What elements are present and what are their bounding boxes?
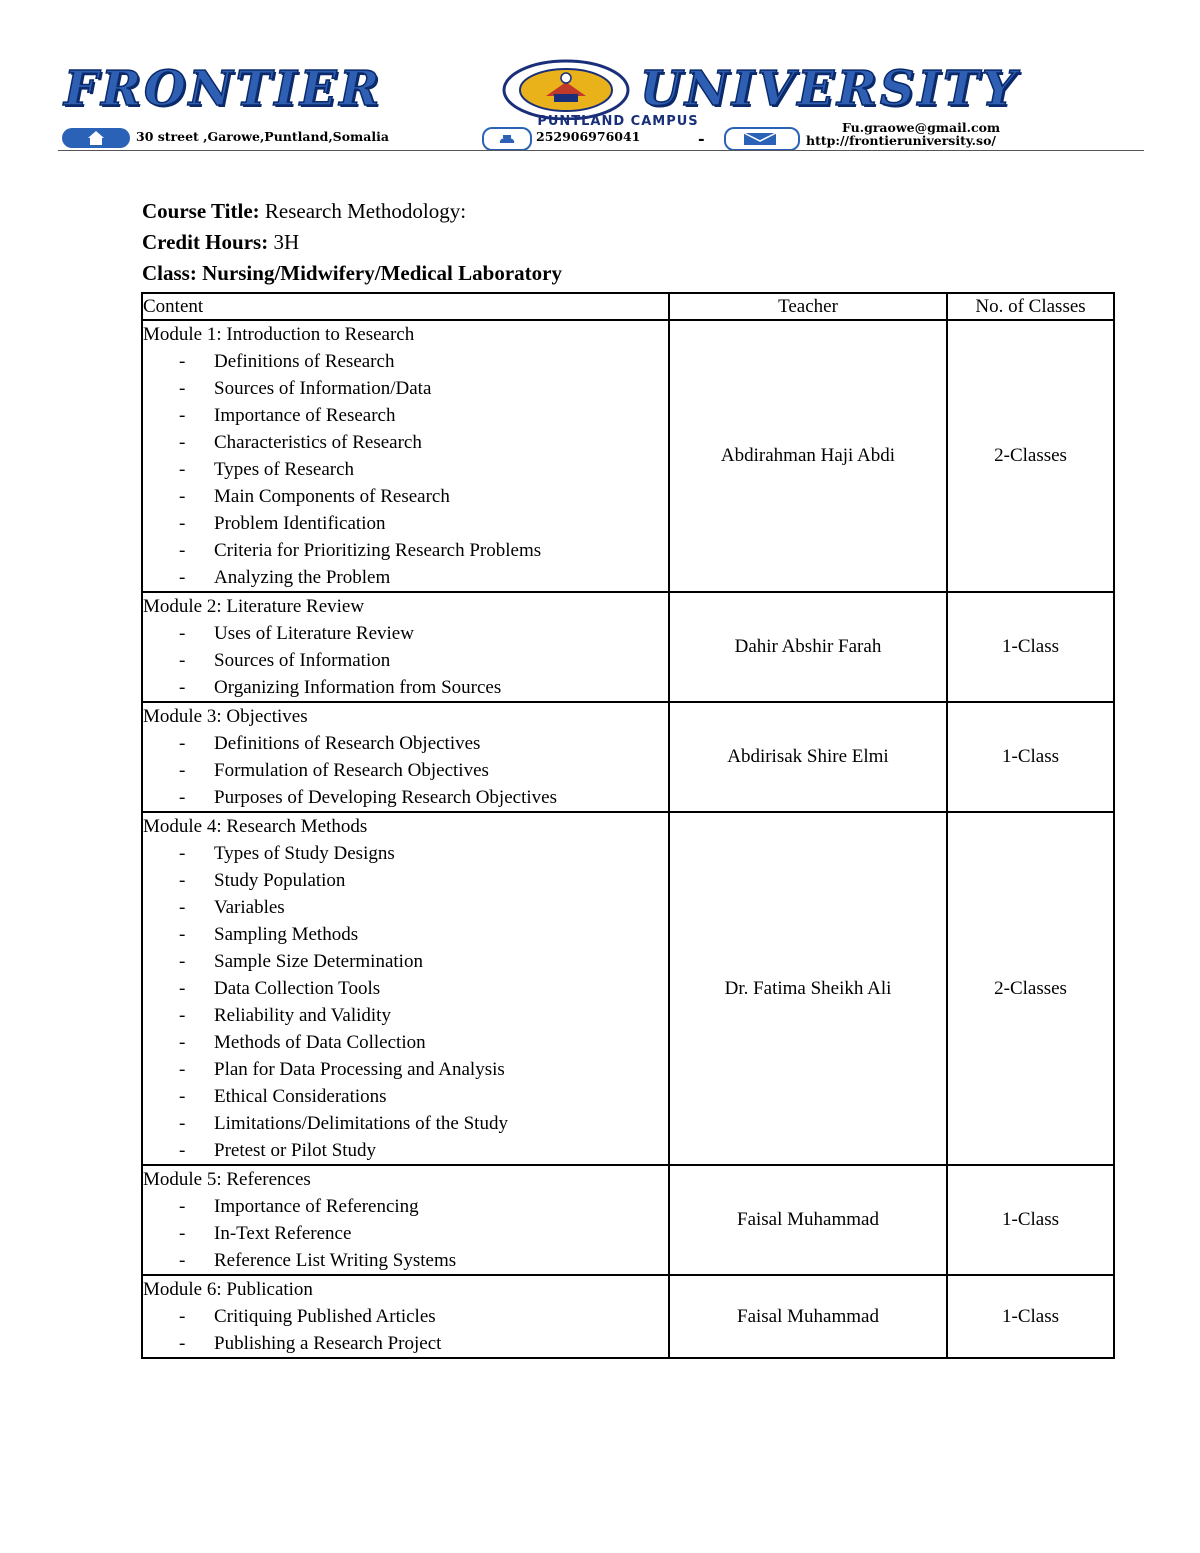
list-item xyxy=(143,921,668,948)
bullet-dash: - xyxy=(179,1113,186,1134)
bullet-dash: - xyxy=(179,951,186,972)
list-item xyxy=(143,1303,668,1330)
list-item xyxy=(143,867,668,894)
bullet-dash: - xyxy=(179,787,186,808)
list-item xyxy=(143,1137,668,1164)
bullet-dash: - xyxy=(179,897,186,918)
module-content-cell xyxy=(142,1275,669,1358)
list-item xyxy=(143,1029,668,1056)
mail-icon xyxy=(724,127,800,151)
list-item xyxy=(143,674,668,701)
phone-icon xyxy=(482,127,532,151)
bullet-dash: - xyxy=(179,623,186,644)
topic-text: Definitions of Research Objectives xyxy=(214,733,481,754)
table-row xyxy=(142,702,1114,812)
bullet-dash: - xyxy=(179,1032,186,1053)
university-seal-logo xyxy=(498,56,634,120)
topic-text: Data Collection Tools xyxy=(214,978,381,999)
list-item xyxy=(143,1056,668,1083)
syllabus-table xyxy=(141,292,1115,1359)
email-text: Fu.graowe@gmail.com xyxy=(842,120,1001,135)
topic-text: Limitations/Delimitations of the Study xyxy=(214,1113,508,1134)
topic-list xyxy=(143,730,668,811)
list-item xyxy=(143,456,668,483)
topic-text: Reference List Writing Systems xyxy=(214,1250,457,1271)
topic-text: Criteria for Prioritizing Research Problems xyxy=(214,540,542,561)
campus-name: PUNTLAND CAMPUS xyxy=(537,114,699,129)
teacher-cell: Abdirisak Shire Elmi xyxy=(669,702,947,812)
contact-separator: - xyxy=(698,129,705,148)
bullet-dash: - xyxy=(179,1250,186,1271)
topic-list xyxy=(143,620,668,701)
list-item xyxy=(143,1110,668,1137)
topic-text: In-Text Reference xyxy=(214,1223,352,1244)
course-title-line xyxy=(142,196,942,227)
letterhead-divider xyxy=(58,150,1144,151)
bullet-dash: - xyxy=(179,432,186,453)
bullet-dash: - xyxy=(179,733,186,754)
module-content-cell xyxy=(142,320,669,592)
classes-cell: 2-Classes xyxy=(947,812,1114,1165)
module-content-cell xyxy=(142,702,669,812)
topic-text: Analyzing the Problem xyxy=(214,567,391,588)
list-item xyxy=(143,375,668,402)
bullet-dash: - xyxy=(179,405,186,426)
header-classes: No. of Classes xyxy=(947,293,1114,320)
module-title: Module 5: References xyxy=(143,1169,311,1190)
list-item xyxy=(143,1002,668,1029)
bullet-dash: - xyxy=(179,540,186,561)
module-title: Module 3: Objectives xyxy=(143,706,308,727)
topic-text: Types of Study Designs xyxy=(214,843,395,864)
table-row xyxy=(142,320,1114,592)
topic-text: Sampling Methods xyxy=(214,924,359,945)
list-item xyxy=(143,1193,668,1220)
topic-text: Ethical Considerations xyxy=(214,1086,387,1107)
list-item xyxy=(143,1220,668,1247)
list-item xyxy=(143,537,668,564)
list-item xyxy=(143,483,668,510)
bullet-dash: - xyxy=(179,978,186,999)
topic-text: Importance of Referencing xyxy=(214,1196,419,1217)
header-teacher: Teacher xyxy=(669,293,947,320)
bullet-dash: - xyxy=(179,650,186,671)
teacher-cell: Faisal Muhammad xyxy=(669,1275,947,1358)
classes-cell: 2-Classes xyxy=(947,320,1114,592)
bullet-dash: - xyxy=(179,1005,186,1026)
topic-text: Types of Research xyxy=(214,459,355,480)
topic-text: Reliability and Validity xyxy=(214,1005,391,1026)
list-item xyxy=(143,348,668,375)
table-row xyxy=(142,1165,1114,1275)
topic-text: Definitions of Research xyxy=(214,351,395,372)
list-item xyxy=(143,564,668,591)
bullet-dash: - xyxy=(179,1223,186,1244)
topic-text: Purposes of Developing Research Objectives xyxy=(214,787,557,808)
topic-text: Uses of Literature Review xyxy=(214,623,414,644)
list-item xyxy=(143,620,668,647)
topic-text: Sample Size Determination xyxy=(214,951,423,972)
list-item xyxy=(143,647,668,674)
topic-text: Characteristics of Research xyxy=(214,432,422,453)
table-row xyxy=(142,592,1114,702)
class-label: Class: xyxy=(142,261,197,285)
list-item xyxy=(143,975,668,1002)
home-icon xyxy=(62,128,130,148)
bullet-dash: - xyxy=(179,513,186,534)
bullet-dash: - xyxy=(179,567,186,588)
list-item xyxy=(143,1083,668,1110)
classes-cell: 1-Class xyxy=(947,702,1114,812)
module-rows xyxy=(142,320,1114,1358)
list-item xyxy=(143,784,668,811)
module-content-cell xyxy=(142,592,669,702)
bullet-dash: - xyxy=(179,1059,186,1080)
classes-cell: 1-Class xyxy=(947,1275,1114,1358)
credit-hours-label: Credit Hours: xyxy=(142,230,269,254)
bullet-dash: - xyxy=(179,843,186,864)
topic-text: Methods of Data Collection xyxy=(214,1032,426,1053)
topic-text: Organizing Information from Sources xyxy=(214,677,502,698)
bullet-dash: - xyxy=(179,1140,186,1161)
topic-text: Variables xyxy=(214,897,285,918)
bullet-dash: - xyxy=(179,351,186,372)
module-content-cell xyxy=(142,812,669,1165)
list-item xyxy=(143,757,668,784)
topic-text: Plan for Data Processing and Analysis xyxy=(214,1059,505,1080)
classes-cell: 1-Class xyxy=(947,1165,1114,1275)
class-value: Nursing/Midwifery/Medical Laboratory xyxy=(202,261,562,285)
topic-text: Sources of Information xyxy=(214,650,391,671)
bullet-dash: - xyxy=(179,870,186,891)
topic-list xyxy=(143,348,668,591)
list-item xyxy=(143,730,668,757)
course-info xyxy=(142,196,942,289)
module-title: Module 2: Literature Review xyxy=(143,596,365,617)
table-row xyxy=(142,1275,1114,1358)
header-content: Content xyxy=(142,293,669,320)
module-title: Module 1: Introduction to Research xyxy=(143,324,415,345)
topic-text: Importance of Research xyxy=(214,405,396,426)
module-title: Module 6: Publication xyxy=(143,1279,313,1300)
topic-text: Critiquing Published Articles xyxy=(214,1306,436,1327)
topic-list xyxy=(143,1303,668,1357)
bullet-dash: - xyxy=(179,924,186,945)
topic-text: Study Population xyxy=(214,870,346,891)
bullet-dash: - xyxy=(179,760,186,781)
topic-text: Sources of Information/Data xyxy=(214,378,432,399)
bullet-dash: - xyxy=(179,1086,186,1107)
classes-cell: 1-Class xyxy=(947,592,1114,702)
list-item xyxy=(143,1247,668,1274)
module-title: Module 4: Research Methods xyxy=(143,816,368,837)
table-row xyxy=(142,812,1114,1165)
topic-text: Publishing a Research Project xyxy=(214,1333,442,1354)
list-item xyxy=(143,948,668,975)
website-text: http://frontieruniversity.so/ xyxy=(806,133,996,148)
list-item xyxy=(143,429,668,456)
bullet-dash: - xyxy=(179,1333,186,1354)
teacher-cell: Abdirahman Haji Abdi xyxy=(669,320,947,592)
university-name-right: UNIVERSITY xyxy=(640,61,1020,117)
module-content-cell xyxy=(142,1165,669,1275)
topic-list xyxy=(143,840,668,1164)
credit-hours-line xyxy=(142,227,942,258)
bullet-dash: - xyxy=(179,486,186,507)
topic-text: Formulation of Research Objectives xyxy=(214,760,489,781)
bullet-dash: - xyxy=(179,459,186,480)
list-item xyxy=(143,510,668,537)
phone-number: 252906976041 xyxy=(536,129,641,144)
address-text: 30 street ,Garowe,Puntland,Somalia xyxy=(136,129,389,144)
list-item xyxy=(143,840,668,867)
class-line xyxy=(142,258,942,289)
teacher-cell: Dr. Fatima Sheikh Ali xyxy=(669,812,947,1165)
topic-list xyxy=(143,1193,668,1274)
teacher-cell: Dahir Abshir Farah xyxy=(669,592,947,702)
university-name-left: FRONTIER xyxy=(64,61,383,117)
list-item xyxy=(143,894,668,921)
letterhead xyxy=(58,56,1144,152)
bullet-dash: - xyxy=(179,378,186,399)
credit-hours-value: 3H xyxy=(273,230,300,254)
teacher-cell: Faisal Muhammad xyxy=(669,1165,947,1275)
topic-text: Problem Identification xyxy=(214,513,386,534)
course-title-value: Research Methodology: xyxy=(264,199,467,223)
bullet-dash: - xyxy=(179,1196,186,1217)
course-title-label: Course Title: xyxy=(142,199,260,223)
bullet-dash: - xyxy=(179,677,186,698)
topic-text: Main Components of Research xyxy=(214,486,450,507)
list-item xyxy=(143,1330,668,1357)
table-header-row xyxy=(142,293,1114,320)
list-item xyxy=(143,402,668,429)
topic-text: Pretest or Pilot Study xyxy=(214,1140,377,1161)
bullet-dash: - xyxy=(179,1306,186,1327)
